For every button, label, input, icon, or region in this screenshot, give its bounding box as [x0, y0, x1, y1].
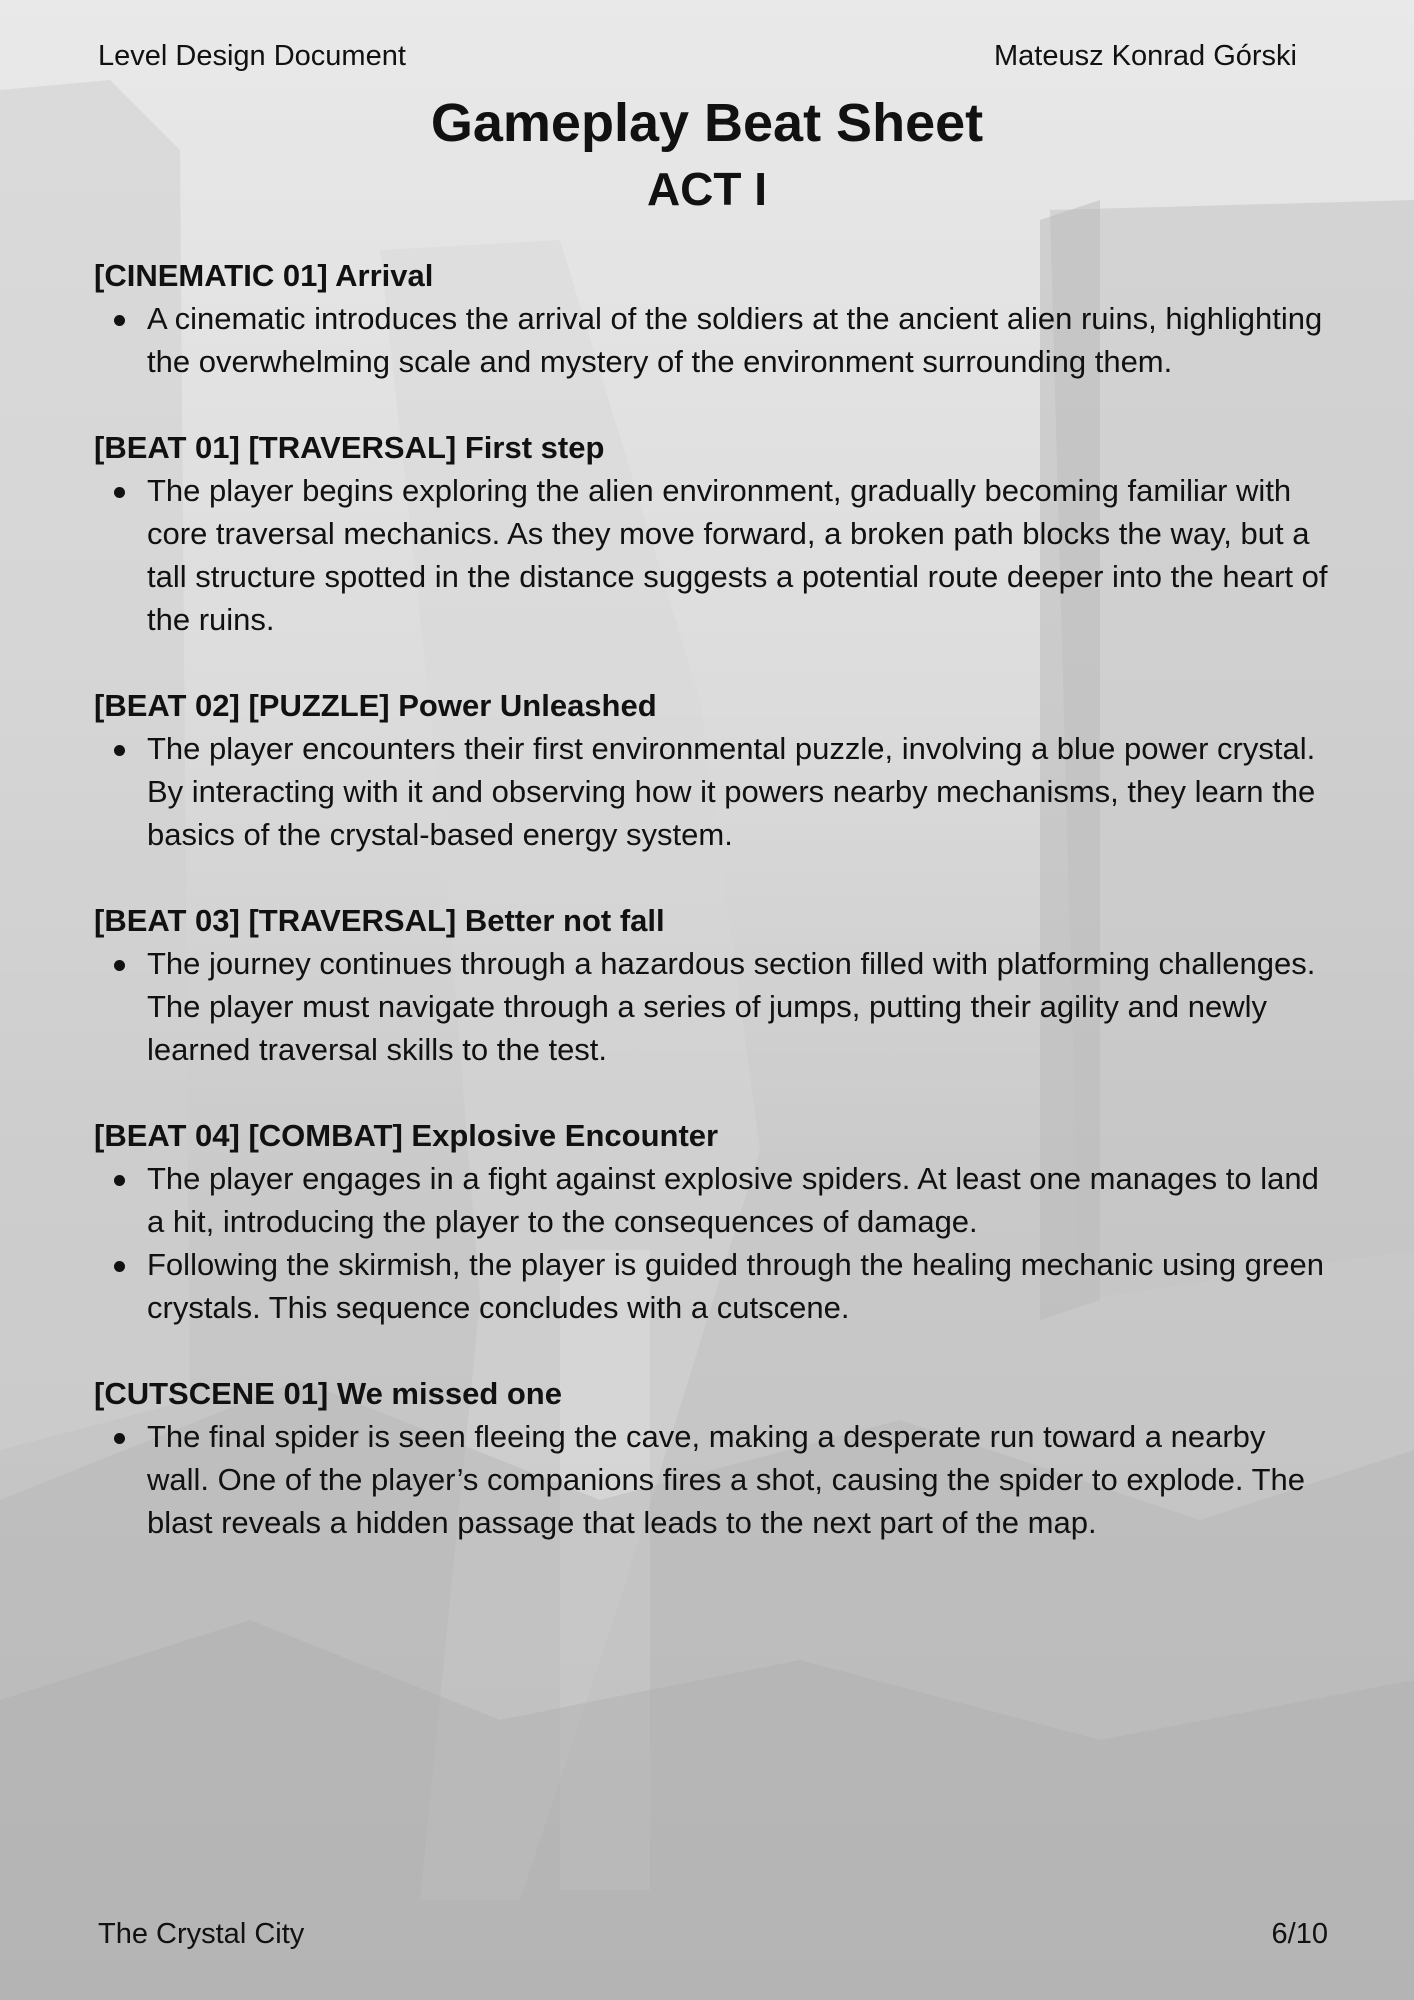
beat-point-text: The player begins exploring the alien environment, gradually becoming familiar with core traversal mechanics. As they move forward, a broken path blocks the way, but a tall structure spotted in the distance suggests a potential route deeper into the heart of the ruins.	[147, 473, 1328, 637]
beat-point	[94, 469, 1334, 641]
bullet-icon	[114, 1261, 125, 1272]
beat-section	[94, 1372, 1334, 1544]
beat-section	[94, 1114, 1334, 1329]
header-document-type: Level Design Document	[98, 40, 406, 72]
beat-points	[94, 297, 1334, 383]
bullet-icon	[114, 1175, 125, 1186]
footer-document-name: The Crystal City	[98, 1918, 305, 1950]
beat-list	[94, 254, 1334, 1587]
bullet-icon	[114, 1433, 125, 1444]
beat-point	[94, 1415, 1334, 1544]
beat-point-text: The player engages in a fight against explosive spiders. At least one manages to land a hit, introducing the player to the consequences of damage.	[147, 1161, 1319, 1239]
beat-point-text: The journey continues through a hazardous section filled with platforming challenges. The player must navigate through a series of jumps, putting their agility and newly learned traversal skills to the test.	[147, 946, 1316, 1067]
beat-heading: [BEAT 01] [TRAVERSAL] First step	[94, 430, 605, 465]
beat-section	[94, 899, 1334, 1071]
beat-heading: [CINEMATIC 01] Arrival	[94, 258, 434, 293]
beat-points	[94, 1157, 1334, 1329]
beat-points	[94, 727, 1334, 856]
page-title: Gameplay Beat Sheet	[430, 93, 984, 153]
bullet-icon	[114, 315, 125, 326]
header-author: Mateusz Konrad Górski	[993, 40, 1297, 72]
beat-heading: [BEAT 02] [PUZZLE] Power Unleashed	[94, 688, 657, 723]
page-number: 6/10	[1271, 1918, 1328, 1950]
beat-points	[94, 469, 1334, 641]
beat-section	[94, 254, 1334, 383]
bullet-icon	[114, 745, 125, 756]
bullet-icon	[114, 960, 125, 971]
beat-heading: [CUTSCENE 01] We missed one	[94, 1376, 562, 1411]
beat-point	[94, 297, 1334, 383]
beat-point	[94, 942, 1334, 1071]
beat-point	[94, 1243, 1334, 1329]
beat-section	[94, 426, 1334, 641]
beat-points	[94, 1415, 1334, 1544]
beat-point	[94, 1157, 1334, 1243]
act-subtitle: ACT I	[646, 163, 768, 215]
bullet-icon	[114, 487, 125, 498]
beat-heading: [BEAT 04] [COMBAT] Explosive Encounter	[94, 1118, 719, 1153]
beat-point-text: The player encounters their first environmental puzzle, involving a blue power crystal. By interacting with it and observing how it powers nearby mechanisms, they learn the basics of the crystal-based energy system.	[147, 731, 1316, 852]
beat-points	[94, 942, 1334, 1071]
beat-point-text: A cinematic introduces the arrival of the soldiers at the ancient alien ruins, highlighting the overwhelming scale and mystery of the environment surrounding them.	[147, 301, 1323, 379]
beat-point-text: Following the skirmish, the player is guided through the healing mechanic using green crystals. This sequence concludes with a cutscene.	[147, 1247, 1324, 1325]
beat-point	[94, 727, 1334, 856]
beat-section	[94, 684, 1334, 856]
beat-point-text: The final spider is seen fleeing the cave, making a desperate run toward a nearby wall. One of the player’s companions fires a shot, causing the spider to explode. The blast reveals a hidden passage that leads to the next part of the map.	[147, 1419, 1306, 1540]
beat-heading: [BEAT 03] [TRAVERSAL] Better not fall	[94, 903, 665, 938]
